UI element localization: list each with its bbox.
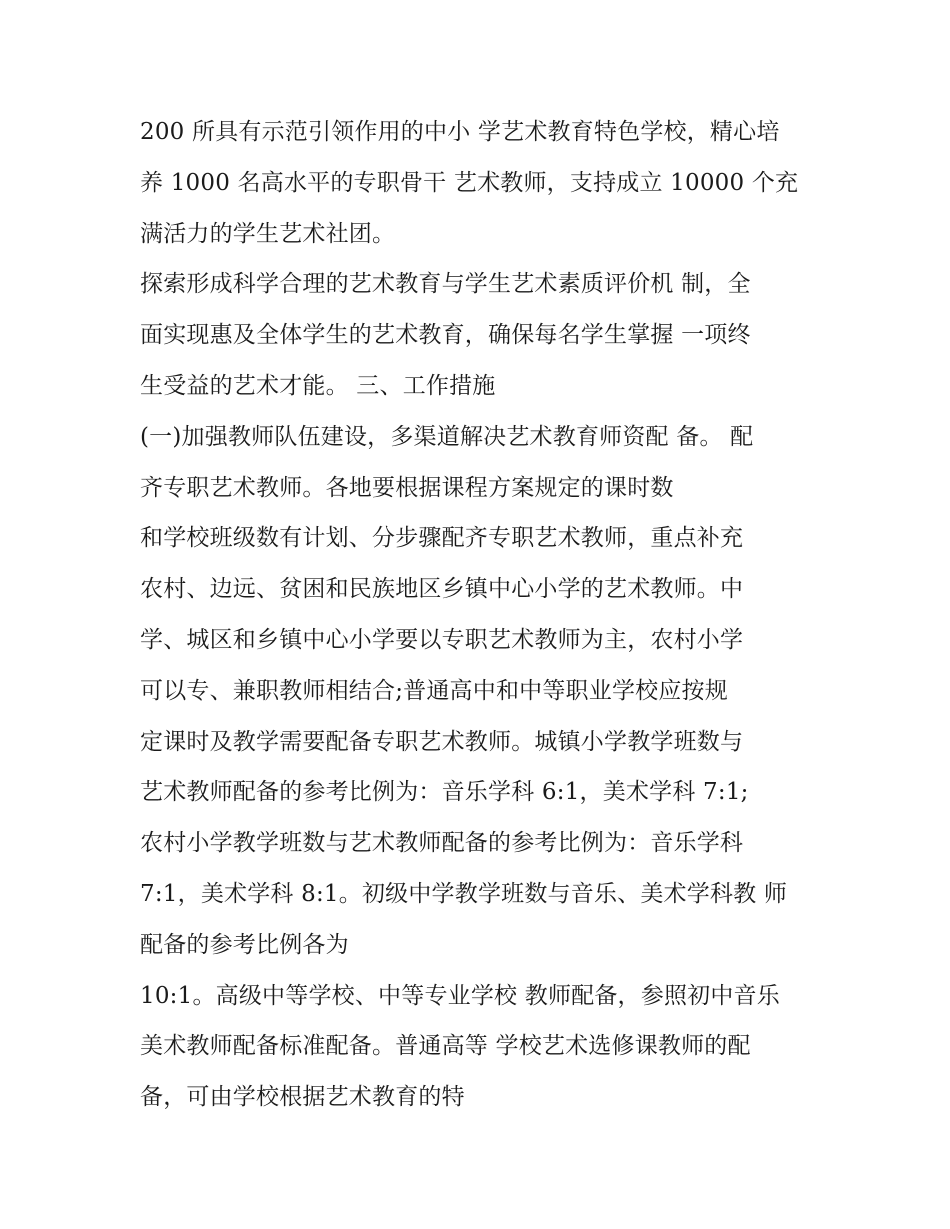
text-line: 农村、边远、贫困和民族地区乡镇中心小学的艺术教师。中 [140, 576, 744, 603]
text-line: 可以专、兼职教师相结合;普通高中和中等职业学校应按规 [140, 677, 728, 704]
text-line: 满活力的学生艺术社团。 [140, 220, 396, 247]
text-line: 探索形成科学合理的艺术教育与学生艺术素质评价机 制，全 [140, 271, 751, 298]
text-line: 备，可由学校根据艺术教育的特 [140, 1084, 465, 1111]
text-line: 和学校班级数有计划、分步骤配齐专职艺术教师，重点补充 [140, 525, 744, 552]
text-line: 200 所具有示范引领作用的中小 学艺术教育特色学校，精心培 [140, 119, 780, 145]
text-line: 配备的参考比例各为 [140, 931, 349, 958]
text-line: 美术教师配备标准配备。普通高等 学校艺术选修课教师的配 [140, 1033, 751, 1060]
text-line: 艺术教师配备的参考比例为：音乐学科 6:1，美术学科 7:1; [140, 779, 749, 806]
text-line: 10:1。高级中等学校、中等专业学校 教师配备，参照初中音乐 [140, 982, 780, 1009]
text-line: 定课时及教学需要配备专职艺术教师。城镇小学教学班数与 [140, 728, 744, 755]
text-line: 养 1000 名高水平的专职骨干 艺术教师，支持成立 10000 个充 [140, 169, 799, 196]
text-line: 生受益的艺术才能。 三、工作措施 [140, 372, 496, 399]
text-line: 齐专职艺术教师。各地要根据课程方案规定的课时数 [140, 474, 674, 501]
text-line: 农村小学教学班数与艺术教师配备的参考比例为：音乐学科 [140, 830, 744, 857]
body-text [140, 107, 830, 1123]
text-line: (一)加强教师队伍建设，多渠道解决艺术教育师资配 备。 配 [140, 423, 754, 450]
text-line: 7:1，美术学科 8:1。初级中学教学班数与音乐、美术学科教 师 [140, 880, 788, 907]
text-line: 学、城区和乡镇中心小学要以专职艺术教师为主，农村小学 [140, 626, 744, 653]
text-line: 面实现惠及全体学生的艺术教育，确保每名学生掌握 一项终 [140, 322, 751, 349]
